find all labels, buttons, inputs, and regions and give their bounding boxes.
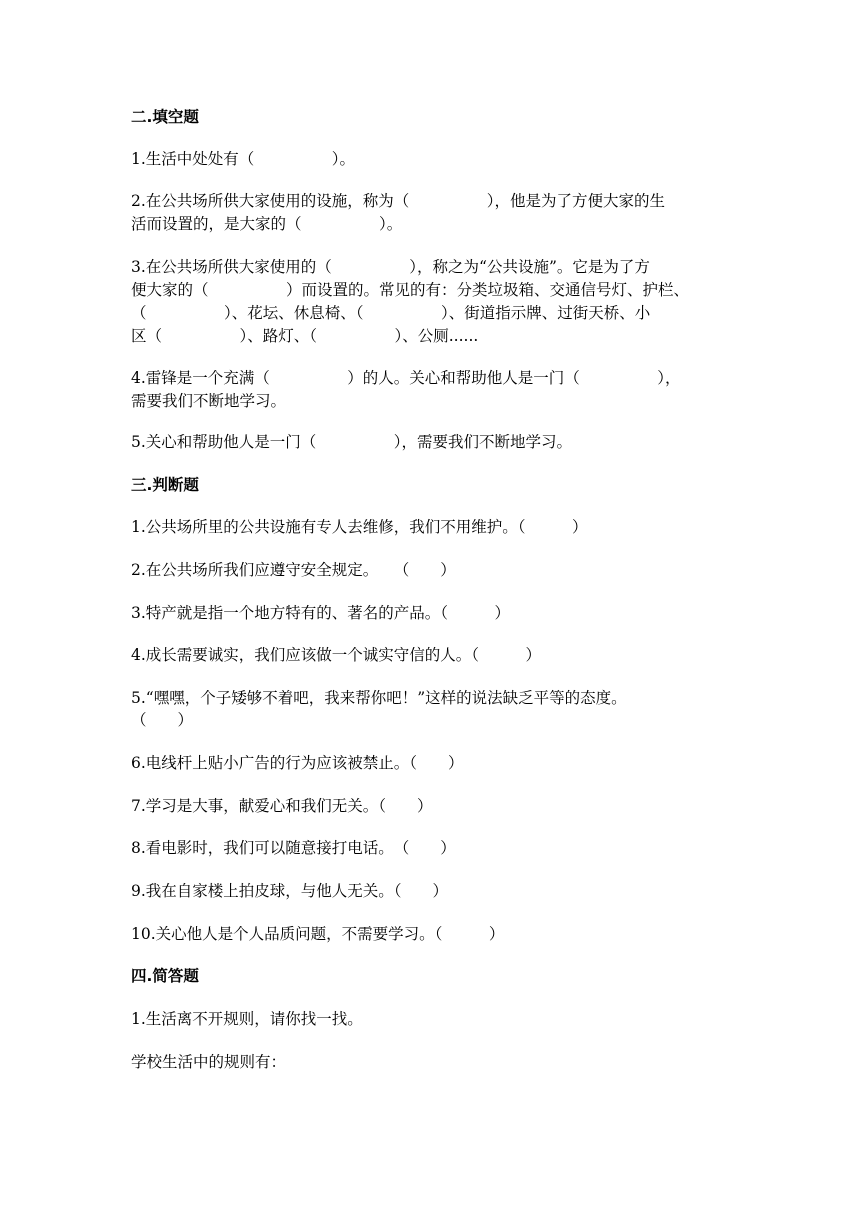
section-heading-short: 四.简答题 [131,967,199,985]
section-heading-judge: 三.判断题 [131,476,199,494]
fill-question-2-line-2: 活而设置的，是大家的（ ）。 [131,215,403,233]
section-heading-fill: 二.填空题 [131,108,199,126]
fill-question-5: 5.关心和帮助他人是一门（ ），需要我们不断地学习。 [131,433,573,451]
judge-question-1: 1.公共场所里的公共设施有专人去维修，我们不用维护。（ ） [131,518,588,536]
judge-question-3: 3.特产就是指一个地方特有的、著名的产品。（ ） [131,604,511,622]
judge-question-2: 2.在公共场所我们应遵守安全规定。 （ ） [131,561,456,579]
judge-question-5-line-2: （ ） [131,711,194,729]
fill-question-4-line-1: 4.雷锋是一个充满（ ）的人。关心和帮助他人是一门（ ）， [131,369,681,387]
fill-question-2-line-1: 2.在公共场所供大家使用的设施，称为（ ），他是为了方便大家的生 [131,192,666,210]
short-question-1-prompt: 学校生活中的规则有： [131,1053,287,1071]
judge-question-4: 4.成长需要诚实，我们应该做一个诚实守信的人。（ ） [131,646,542,664]
fill-question-3-line-4: 区（ ）、路灯、（ ）、公厕...... [131,327,479,345]
fill-question-3-line-3: （ ）、花坛、休息椅、（ ）、街道指示牌、过街天桥、小 [131,304,651,322]
judge-question-7: 7.学习是大事，献爱心和我们无关。（ ） [131,797,433,815]
fill-question-4-line-2: 需要我们不断地学习。 [131,392,287,410]
fill-question-3-line-1: 3.在公共场所供大家使用的（ ），称之为“公共设施”。它是为了方 [131,258,650,276]
judge-question-10: 10.关心他人是个人品质问题，不需要学习。（ ） [131,925,505,943]
fill-question-1: 1.生活中处处有（ ）。 [131,150,356,168]
judge-question-6: 6.电线杆上贴小广告的行为应该被禁止。（ ） [131,754,464,772]
judge-question-5-line-1: 5.“嘿嘿，个子矮够不着吧，我来帮你吧！”这样的说法缺乏平等的态度。 [131,689,627,707]
judge-question-9: 9.我在自家楼上拍皮球，与他人无关。（ ） [131,882,449,900]
fill-question-3-line-2: 便大家的（ ）而设置的。常见的有：分类垃圾箱、交通信号灯、护栏、 [131,281,690,299]
judge-question-8: 8.看电影时，我们可以随意接打电话。 （ ） [131,839,456,857]
short-question-1: 1.生活离不开规则，请你找一找。 [131,1010,363,1028]
